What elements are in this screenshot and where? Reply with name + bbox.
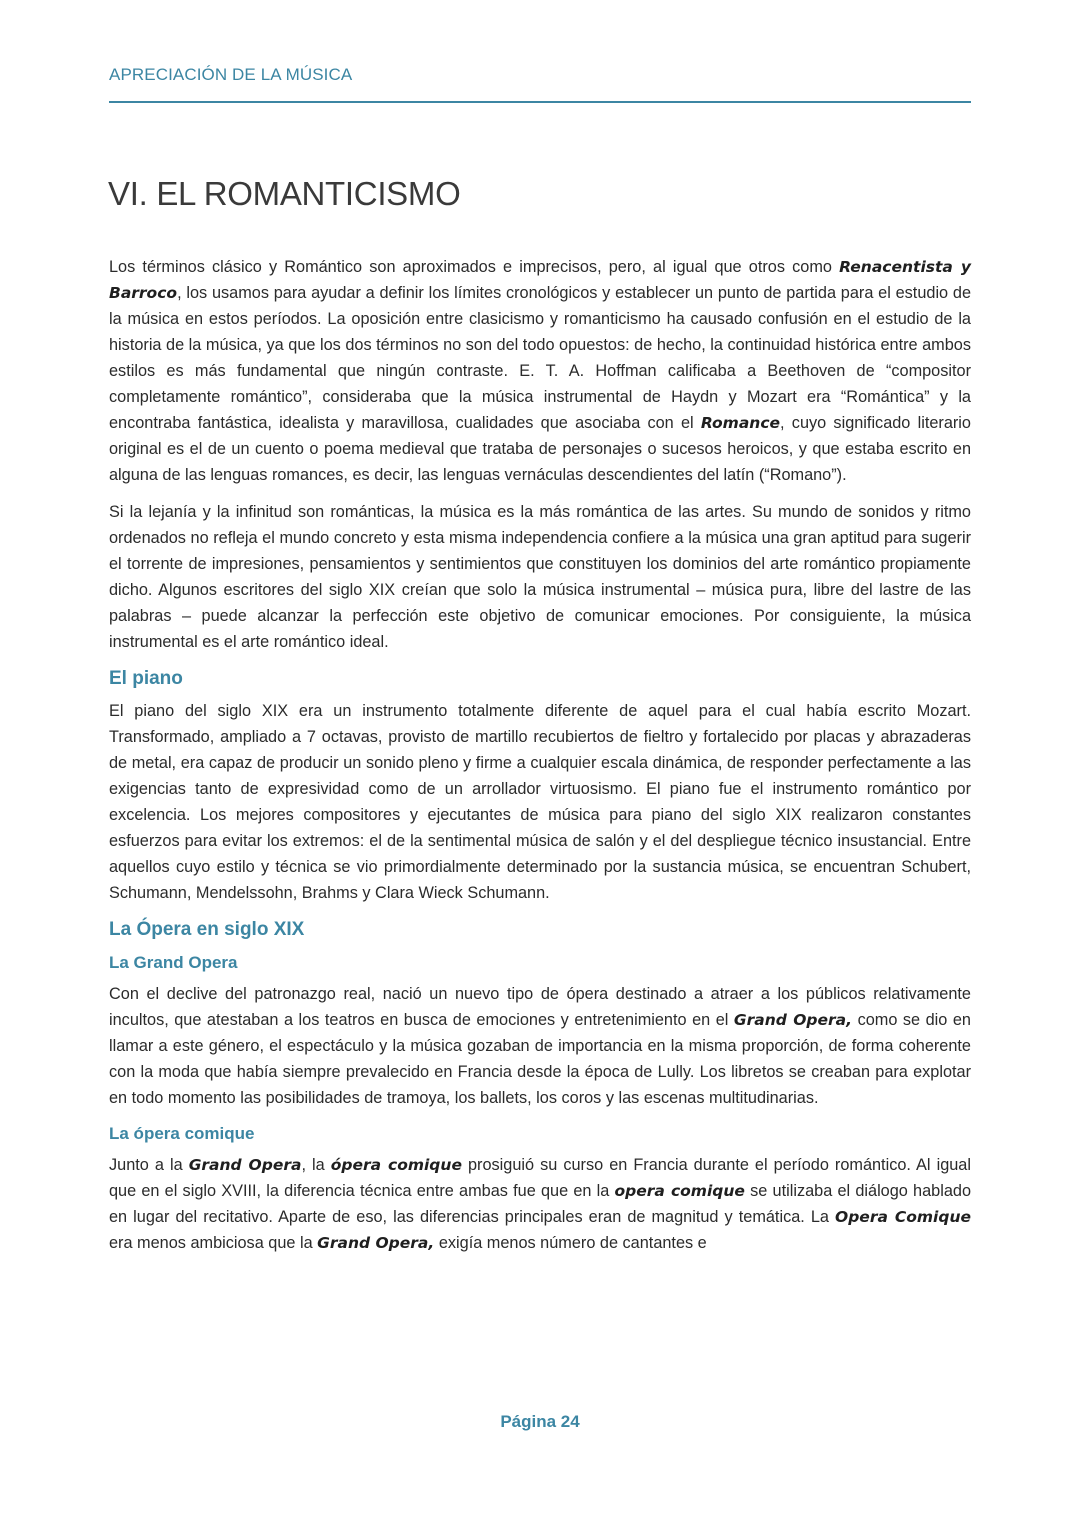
paragraph-grand-opera xyxy=(109,981,971,1111)
text-run: Los términos clásico y Romántico son aproximados e imprecisos, pero, al igual que otros como xyxy=(109,258,840,276)
chapter-title: VI. EL ROMANTICISMO xyxy=(108,175,461,212)
page-number: Página 24 xyxy=(500,1412,580,1431)
text-run: , la xyxy=(301,1156,331,1174)
text-run: Con el declive del patronazgo real, nació un nuevo tipo de ópera destinado a atraer a los públicos relativamente incultos, que atestaban a los teatros en busca de emociones y entretenimiento en el xyxy=(109,985,971,1029)
text-run: se utilizaba el diálogo hablado en lugar del recitativo. Aparte de eso, las diferencias principales eran de magnitud y temática. La xyxy=(109,1182,972,1226)
emphasis-term: Renacentista y Barroco xyxy=(109,258,971,302)
running-header-title: APRECIACIÓN DE LA MÚSICA xyxy=(109,65,353,84)
page-content xyxy=(109,254,971,1267)
text-run: Junto a la xyxy=(109,1156,189,1174)
paragraph-intro-2: Si la lejanía y la infinitud son románticas, la música es la más romántica de las artes. Su mundo de sonidos y ritmo ordenados no refleja el mundo concreto y esta misma independencia confiere a la música una gran aptitud para sugerir el torrente de impresiones, pensamientos y sentimientos que constituyen los dominios del arte romántico propiamente dicho. Algunos escritores del siglo XIX creían que solo la música instrumental – música pura, libre del lastre de las palabras – puede alcanzar la perfección este objetivo de comunicar emociones. Por consiguiente, la música instrumental es el arte romántico ideal. xyxy=(109,503,971,651)
section-heading-piano: El piano xyxy=(109,668,183,689)
header-divider xyxy=(109,101,971,103)
paragraph-intro-1 xyxy=(109,254,971,488)
subsection-heading-opera-comique: La ópera comique xyxy=(109,1124,255,1143)
paragraph-opera-comique xyxy=(109,1152,971,1256)
emphasis-term: Grand Opera, xyxy=(317,1234,435,1252)
emphasis-term: Romance xyxy=(700,414,781,432)
emphasis-term: ópera comique xyxy=(330,1156,462,1174)
emphasis-term: Grand Opera xyxy=(188,1156,302,1174)
text-run: era menos ambiciosa que la xyxy=(109,1234,318,1252)
text-run: , los usamos para ayudar a definir los límites cronológicos y establecer un punto de partida para el estudio de la música en estos períodos. La oposición entre clasicismo y romanticismo ha causado confusión en el estudio de la historia de la música, ya que los dos términos no son del todo opuestos: de hecho, la continuidad histórica entre ambos estilos es más fundamental que ningún contraste. E. T. A. Hoffman calificaba a Beethoven de “compositor completamente romántico”, consideraba que la música instrumental de Haydn y Mozart era “Romántica” y la encontraba fantástica, idealista y maravillosa, cualidades que asociaba con el xyxy=(109,284,971,432)
paragraph-piano: El piano del siglo XIX era un instrumento totalmente diferente de aquel para el cual había escrito Mozart. Transformado, ampliado a 7 octavas, provisto de martillo recubiertos de fieltro y fortalecido por placas y abrazaderas de metal, era capaz de producir un sonido pleno y firme a cualquier escala dinámica, de responder perfectamente a las exigencias tanto de expresividad como de un arrollador virtuosismo. El piano fue el instrumento romántico por excelencia. Los mejores compositores y ejecutantes de música para piano del siglo XIX realizaron constantes esfuerzos para evitar los extremos: el de la sentimental música de salón y el del despliegue técnico insustancial. Entre aquellos cuyo estilo y técnica se vio primordialmente determinado por la sustancia música, se encuentran Schubert, Schumann, Mendelssohn, Brahms y Clara Wieck Schumann. xyxy=(109,702,971,902)
text-run: como se dio en llamar a este género, el espectáculo y la música gozaban de importancia en la misma proporción, de forma coherente con la moda que había siempre prevalecido en Francia desde la época de Lully. Los libretos se creaban para explotar en todo momento las posibilidades de tramoya, los ballets, los coros y las escenas multitudinarias. xyxy=(109,1011,971,1107)
emphasis-term: opera comique xyxy=(614,1182,745,1200)
text-run: exigía menos número de cantantes e xyxy=(434,1234,707,1252)
text-run: , cuyo significado literario original es el de un cuento o poema medieval que trataba de personajes o sucesos heroicos, y que estaba escrito en alguna de las lenguas romances, es decir, las lenguas vernáculas descendientes del latín (“Romano”). xyxy=(109,414,971,484)
subsection-heading-grand-opera: La Grand Opera xyxy=(109,953,238,972)
emphasis-term: Grand Opera, xyxy=(733,1011,853,1029)
section-heading-opera: La Ópera en siglo XIX xyxy=(109,919,305,940)
text-run: prosiguió su curso en Francia durante el período romántico. Al igual que en el siglo XVIII, la diferencia técnica entre ambas fue que en la xyxy=(109,1156,971,1200)
emphasis-term: Opera Comique xyxy=(835,1208,971,1226)
page-header xyxy=(109,64,971,86)
